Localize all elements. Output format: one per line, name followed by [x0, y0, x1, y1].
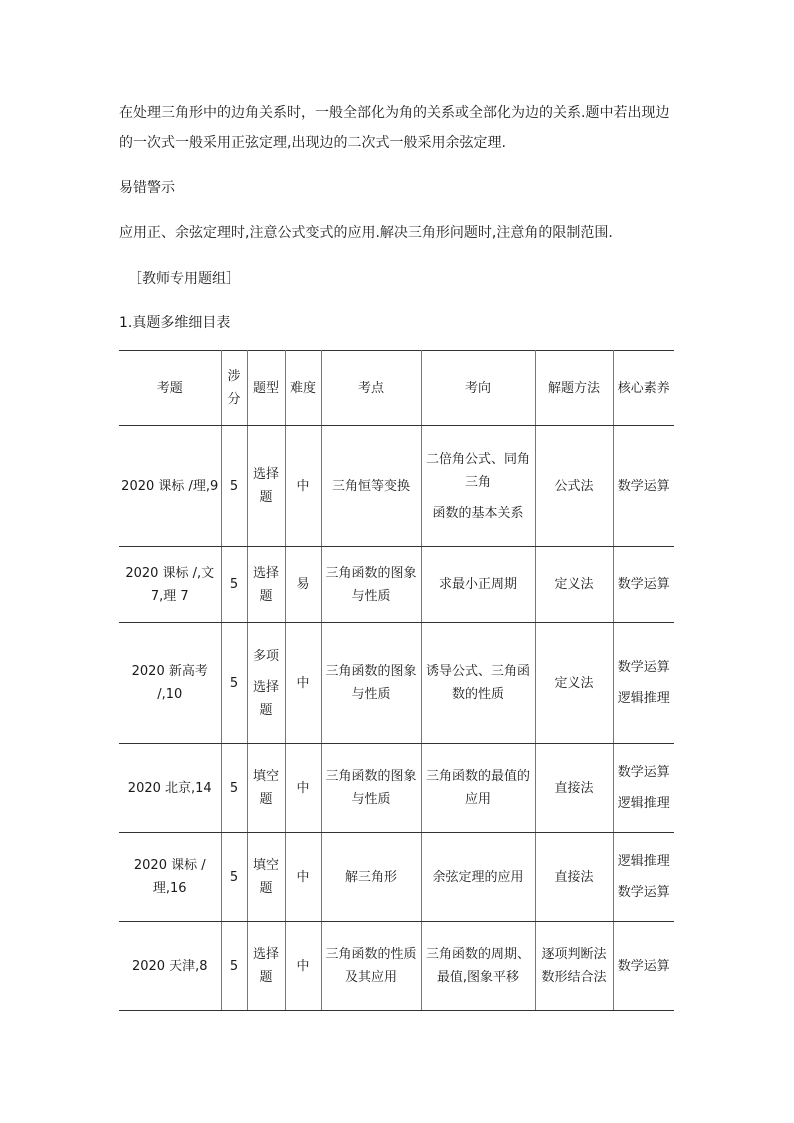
cell-literacy: 数学运算 — [613, 547, 674, 623]
cell-method: 公式法 — [535, 426, 613, 547]
table-title: 1.真题多维细目表 — [119, 315, 231, 331]
header-score-part: 分 — [227, 392, 241, 407]
cell-direction: 三角函数的周期、 最值,图象平移 — [421, 922, 535, 1011]
cell-point: 三角函数的图象 与性质 — [321, 623, 421, 744]
cell-difficulty: 易 — [285, 547, 321, 623]
paragraph-line: 在处理三角形中的边角关系时，一般全部化为角的关系或全部化为边的关系.题中若出现边 — [119, 105, 670, 121]
cell-exam: 2020 新高考 /,10 — [119, 623, 221, 744]
cell-score: 5 — [221, 833, 247, 922]
cell-exam: 2020 天津,8 — [119, 922, 221, 1011]
cell-exam: 2020 北京,14 — [119, 744, 221, 833]
table-row — [119, 833, 674, 922]
header-score — [221, 351, 247, 426]
cell-difficulty: 中 — [285, 744, 321, 833]
table-row — [119, 744, 674, 833]
paragraph-line: 的一次式一般采用正弦定理,出现边的二次式一般采用余弦定理. — [119, 135, 506, 151]
cell-method: 直接法 — [535, 833, 613, 922]
method-paragraph — [119, 98, 679, 158]
cell-type: 选择 题 — [247, 547, 285, 623]
header-literacy: 核心素养 — [613, 351, 674, 426]
cell-literacy: 数学运算 — [613, 426, 674, 547]
cell-difficulty: 中 — [285, 922, 321, 1011]
cell-direction: 三角函数的最值的 应用 — [421, 744, 535, 833]
table-row — [119, 426, 674, 547]
cell-exam: 2020 课标 /,文 7,理 7 — [119, 547, 221, 623]
cell-difficulty: 中 — [285, 426, 321, 547]
table-row — [119, 623, 674, 744]
cell-direction: 求最小正周期 — [421, 547, 535, 623]
cell-point: 三角恒等变换 — [321, 426, 421, 547]
teacher-group-heading: ［教师专用题组］ — [128, 271, 240, 287]
cell-exam: 2020 课标 / 理,16 — [119, 833, 221, 922]
header-point: 考点 — [321, 351, 421, 426]
cell-score: 5 — [221, 547, 247, 623]
cell-point: 解三角形 — [321, 833, 421, 922]
cell-score: 5 — [221, 922, 247, 1011]
exam-detail-table — [119, 350, 674, 1011]
cell-point: 三角函数的图象 与性质 — [321, 744, 421, 833]
cell-score: 5 — [221, 744, 247, 833]
cell-method: 定义法 — [535, 623, 613, 744]
table-row — [119, 922, 674, 1011]
cell-direction: 诱导公式、三角函 数的性质 — [421, 623, 535, 744]
warning-paragraph: 应用正、余弦定理时,注意公式变式的应用.解决三角形问题时,注意角的限制范围. — [119, 225, 613, 241]
cell-difficulty: 中 — [285, 623, 321, 744]
cell-score: 5 — [221, 426, 247, 547]
table-row — [119, 547, 674, 623]
cell-method: 直接法 — [535, 744, 613, 833]
header-exam: 考题 — [119, 351, 221, 426]
header-score-part: 涉 — [227, 369, 241, 384]
header-type: 题型 — [247, 351, 285, 426]
cell-exam: 2020 课标 /理,9 — [119, 426, 221, 547]
table-header-row — [119, 351, 674, 426]
cell-literacy: 数学运算 — [613, 922, 674, 1011]
header-direction: 考向 — [421, 351, 535, 426]
cell-type: 填空 题 — [247, 833, 285, 922]
header-difficulty: 难度 — [285, 351, 321, 426]
cell-type: 填空 题 — [247, 744, 285, 833]
cell-literacy: 逻辑推理 数学运算 — [613, 833, 674, 922]
cell-type: 多项 选择 题 — [247, 623, 285, 744]
cell-type: 选择 题 — [247, 922, 285, 1011]
cell-point: 三角函数的图象 与性质 — [321, 547, 421, 623]
cell-difficulty: 中 — [285, 833, 321, 922]
warning-heading: 易错警示 — [119, 180, 175, 196]
cell-point: 三角函数的性质 及其应用 — [321, 922, 421, 1011]
cell-type: 选择 题 — [247, 426, 285, 547]
header-method: 解题方法 — [535, 351, 613, 426]
cell-method: 逐项判断法 数形结合法 — [535, 922, 613, 1011]
cell-direction: 二倍角公式、同角 三角 函数的基本关系 — [421, 426, 535, 547]
cell-method: 定义法 — [535, 547, 613, 623]
cell-literacy: 数学运算 逻辑推理 — [613, 744, 674, 833]
cell-score: 5 — [221, 623, 247, 744]
cell-direction: 余弦定理的应用 — [421, 833, 535, 922]
cell-literacy: 数学运算 逻辑推理 — [613, 623, 674, 744]
